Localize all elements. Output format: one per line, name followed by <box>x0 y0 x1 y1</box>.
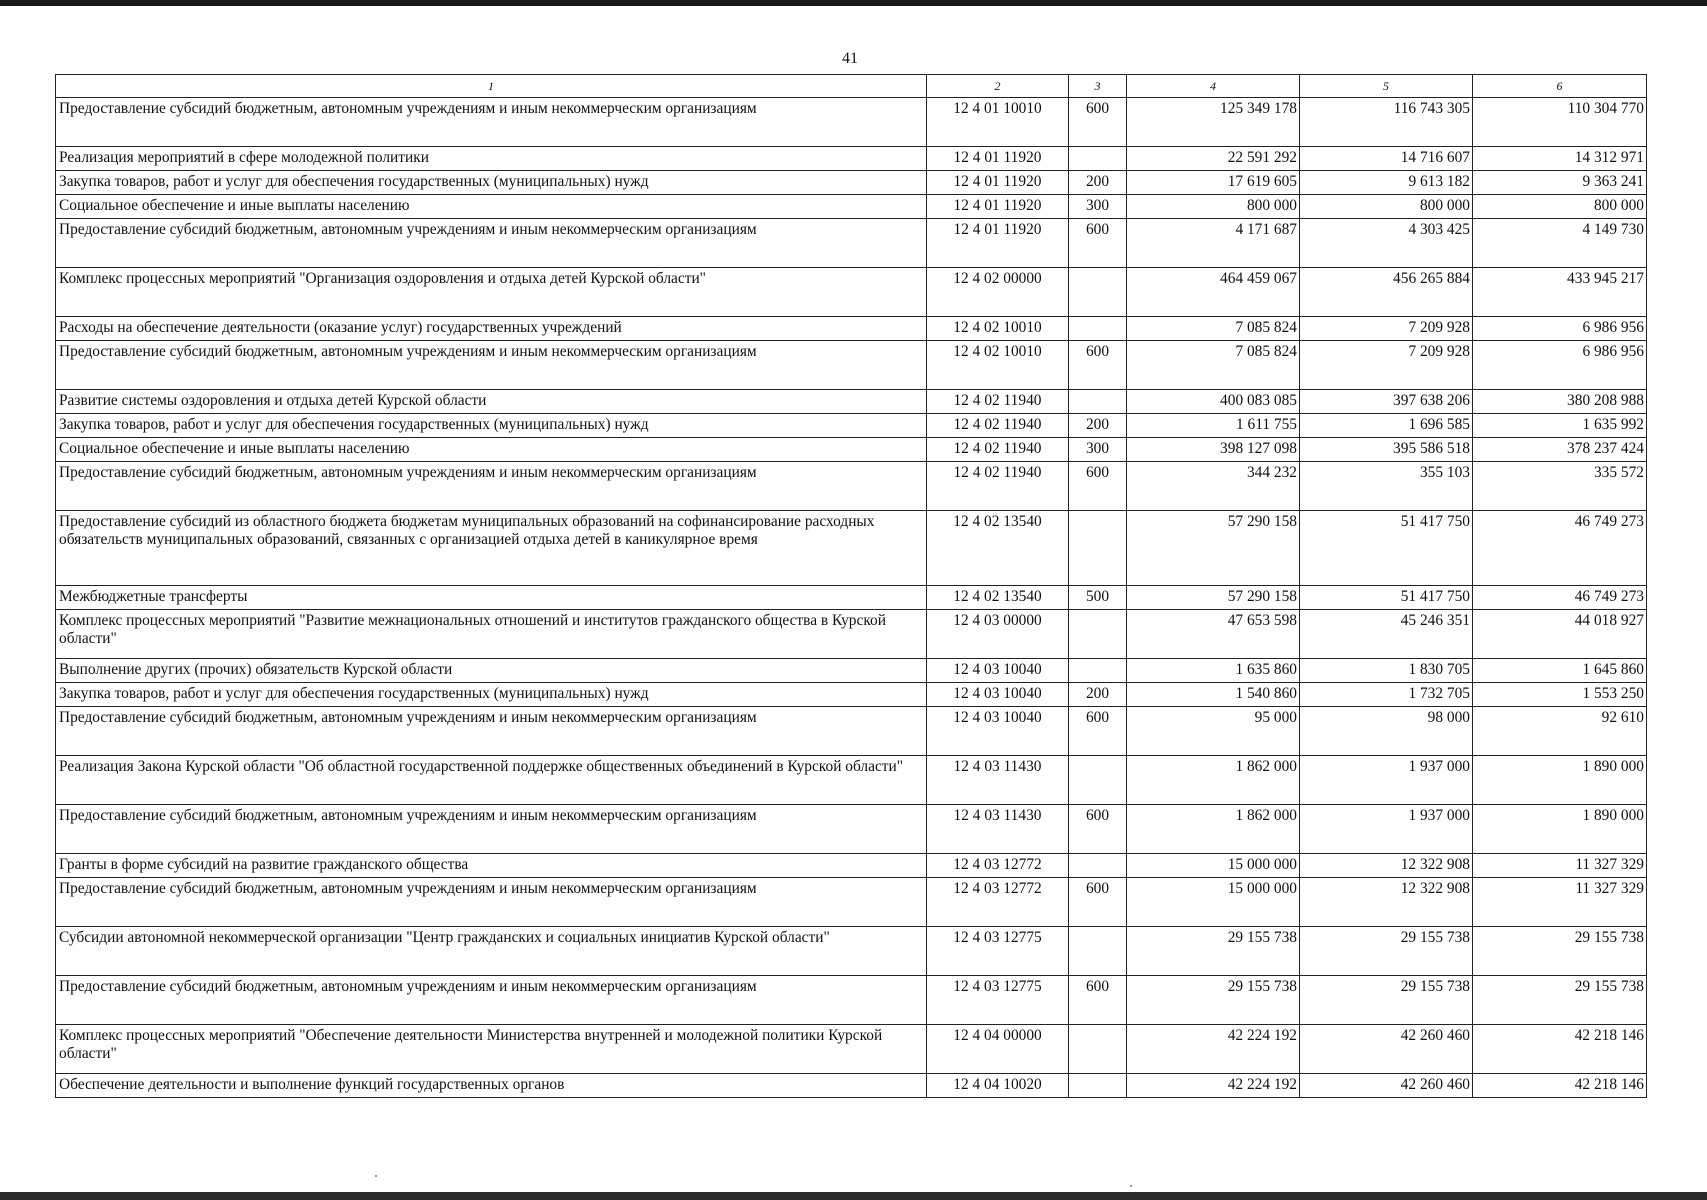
table-row <box>56 610 1647 659</box>
cell-expense-type <box>1069 317 1127 341</box>
cell-code: 12 4 03 12772 <box>927 854 1069 878</box>
scan-edge-bottom <box>0 1192 1707 1200</box>
cell-name: Межбюджетные трансферты <box>56 586 927 610</box>
cell-code: 12 4 02 13540 <box>927 586 1069 610</box>
cell-expense-type <box>1069 511 1127 586</box>
cell-amount-3: 46 749 273 <box>1473 586 1647 610</box>
cell-amount-2: 12 322 908 <box>1300 878 1473 927</box>
cell-amount-2: 42 260 460 <box>1300 1074 1473 1098</box>
table-row <box>56 586 1647 610</box>
cell-name: Закупка товаров, работ и услуг для обеспечения государственных (муниципальных) нужд <box>56 171 927 195</box>
cell-code: 12 4 04 00000 <box>927 1025 1069 1074</box>
table-row <box>56 390 1647 414</box>
cell-code: 12 4 01 11920 <box>927 195 1069 219</box>
cell-amount-1: 22 591 292 <box>1127 147 1300 171</box>
cell-amount-2: 1 937 000 <box>1300 756 1473 805</box>
cell-name: Реализация мероприятий в сфере молодежной политики <box>56 147 927 171</box>
cell-expense-type: 500 <box>1069 586 1127 610</box>
cell-name: Комплекс процессных мероприятий "Развитие межнациональных отношений и институтов гражданского общества в Курской области" <box>56 610 927 659</box>
cell-expense-type <box>1069 1025 1127 1074</box>
cell-amount-3: 6 986 956 <box>1473 341 1647 390</box>
cell-name: Предоставление субсидий бюджетным, автономным учреждениям и иным некоммерческим организациям <box>56 462 927 511</box>
cell-expense-type: 600 <box>1069 462 1127 511</box>
cell-name: Расходы на обеспечение деятельности (оказание услуг) государственных учреждений <box>56 317 927 341</box>
cell-code: 12 4 03 11430 <box>927 805 1069 854</box>
table-row <box>56 98 1647 147</box>
cell-amount-2: 42 260 460 <box>1300 1025 1473 1074</box>
cell-amount-1: 29 155 738 <box>1127 927 1300 976</box>
cell-code: 12 4 02 10010 <box>927 317 1069 341</box>
cell-code: 12 4 02 00000 <box>927 268 1069 317</box>
cell-amount-3: 11 327 329 <box>1473 854 1647 878</box>
cell-expense-type: 600 <box>1069 707 1127 756</box>
cell-amount-2: 395 586 518 <box>1300 438 1473 462</box>
table-row <box>56 927 1647 976</box>
cell-name: Обеспечение деятельности и выполнение функций государственных органов <box>56 1074 927 1098</box>
cell-expense-type: 200 <box>1069 171 1127 195</box>
cell-code: 12 4 04 10020 <box>927 1074 1069 1098</box>
scan-speck <box>1130 1185 1132 1187</box>
cell-amount-1: 95 000 <box>1127 707 1300 756</box>
cell-amount-3: 110 304 770 <box>1473 98 1647 147</box>
cell-amount-3: 1 553 250 <box>1473 683 1647 707</box>
cell-expense-type <box>1069 147 1127 171</box>
cell-amount-3: 380 208 988 <box>1473 390 1647 414</box>
cell-amount-2: 51 417 750 <box>1300 586 1473 610</box>
cell-amount-1: 1 540 860 <box>1127 683 1300 707</box>
cell-code: 12 4 02 11940 <box>927 390 1069 414</box>
cell-name: Закупка товаров, работ и услуг для обеспечения государственных (муниципальных) нужд <box>56 414 927 438</box>
cell-amount-3: 42 218 146 <box>1473 1074 1647 1098</box>
cell-code: 12 4 02 11940 <box>927 414 1069 438</box>
cell-amount-2: 7 209 928 <box>1300 341 1473 390</box>
table-row <box>56 147 1647 171</box>
table-row <box>56 438 1647 462</box>
table-body <box>56 98 1647 1098</box>
cell-expense-type: 600 <box>1069 976 1127 1025</box>
table-row <box>56 414 1647 438</box>
cell-amount-3: 1 635 992 <box>1473 414 1647 438</box>
table-row <box>56 462 1647 511</box>
table-row <box>56 854 1647 878</box>
cell-amount-2: 1 696 585 <box>1300 414 1473 438</box>
cell-amount-2: 45 246 351 <box>1300 610 1473 659</box>
cell-amount-1: 1 862 000 <box>1127 756 1300 805</box>
cell-expense-type <box>1069 1074 1127 1098</box>
column-header-expense-type: 3 <box>1069 75 1127 98</box>
cell-expense-type: 600 <box>1069 98 1127 147</box>
cell-code: 12 4 03 10040 <box>927 659 1069 683</box>
cell-name: Субсидии автономной некоммерческой организации "Центр гражданских и социальных инициатив Курской области" <box>56 927 927 976</box>
cell-expense-type: 200 <box>1069 683 1127 707</box>
cell-name: Предоставление субсидий бюджетным, автономным учреждениям и иным некоммерческим организациям <box>56 707 927 756</box>
cell-amount-3: 29 155 738 <box>1473 976 1647 1025</box>
cell-expense-type <box>1069 390 1127 414</box>
cell-amount-3: 42 218 146 <box>1473 1025 1647 1074</box>
table-row <box>56 317 1647 341</box>
cell-amount-2: 355 103 <box>1300 462 1473 511</box>
cell-amount-1: 42 224 192 <box>1127 1025 1300 1074</box>
cell-code: 12 4 03 12775 <box>927 976 1069 1025</box>
cell-amount-3: 46 749 273 <box>1473 511 1647 586</box>
cell-amount-3: 9 363 241 <box>1473 171 1647 195</box>
column-header-name: 1 <box>56 75 927 98</box>
table-row <box>56 511 1647 586</box>
cell-name: Выполнение других (прочих) обязательств Курской области <box>56 659 927 683</box>
cell-amount-3: 1 890 000 <box>1473 756 1647 805</box>
budget-table <box>55 74 1647 1098</box>
cell-expense-type: 600 <box>1069 219 1127 268</box>
cell-amount-2: 7 209 928 <box>1300 317 1473 341</box>
cell-amount-3: 800 000 <box>1473 195 1647 219</box>
cell-name: Закупка товаров, работ и услуг для обеспечения государственных (муниципальных) нужд <box>56 683 927 707</box>
table-row <box>56 1025 1647 1074</box>
cell-code: 12 4 01 11920 <box>927 171 1069 195</box>
cell-amount-2: 29 155 738 <box>1300 976 1473 1025</box>
cell-name: Социальное обеспечение и иные выплаты населению <box>56 195 927 219</box>
cell-amount-2: 98 000 <box>1300 707 1473 756</box>
cell-amount-1: 344 232 <box>1127 462 1300 511</box>
cell-amount-2: 1 830 705 <box>1300 659 1473 683</box>
cell-amount-1: 47 653 598 <box>1127 610 1300 659</box>
table-row <box>56 707 1647 756</box>
cell-code: 12 4 01 10010 <box>927 98 1069 147</box>
cell-amount-2: 12 322 908 <box>1300 854 1473 878</box>
cell-amount-1: 125 349 178 <box>1127 98 1300 147</box>
cell-amount-3: 1 645 860 <box>1473 659 1647 683</box>
table-row <box>56 219 1647 268</box>
cell-code: 12 4 02 10010 <box>927 341 1069 390</box>
cell-name: Предоставление субсидий бюджетным, автономным учреждениям и иным некоммерческим организациям <box>56 976 927 1025</box>
cell-amount-3: 29 155 738 <box>1473 927 1647 976</box>
cell-amount-3: 1 890 000 <box>1473 805 1647 854</box>
cell-amount-1: 1 862 000 <box>1127 805 1300 854</box>
cell-amount-3: 44 018 927 <box>1473 610 1647 659</box>
table-row <box>56 878 1647 927</box>
cell-amount-1: 57 290 158 <box>1127 511 1300 586</box>
cell-amount-1: 57 290 158 <box>1127 586 1300 610</box>
cell-amount-3: 6 986 956 <box>1473 317 1647 341</box>
cell-name: Комплекс процессных мероприятий "Организация оздоровления и отдыха детей Курской области" <box>56 268 927 317</box>
cell-amount-1: 7 085 824 <box>1127 317 1300 341</box>
cell-code: 12 4 03 12775 <box>927 927 1069 976</box>
cell-amount-2: 800 000 <box>1300 195 1473 219</box>
table-row <box>56 268 1647 317</box>
cell-name: Комплекс процессных мероприятий "Обеспечение деятельности Министерства внутренней и молодежной политики Курской области" <box>56 1025 927 1074</box>
cell-amount-3: 378 237 424 <box>1473 438 1647 462</box>
cell-code: 12 4 03 10040 <box>927 683 1069 707</box>
cell-expense-type <box>1069 854 1127 878</box>
cell-amount-2: 456 265 884 <box>1300 268 1473 317</box>
cell-expense-type: 600 <box>1069 878 1127 927</box>
column-header-amount-3: 6 <box>1473 75 1647 98</box>
cell-expense-type <box>1069 659 1127 683</box>
cell-amount-1: 800 000 <box>1127 195 1300 219</box>
cell-name: Предоставление субсидий бюджетным, автономным учреждениям и иным некоммерческим организациям <box>56 98 927 147</box>
cell-amount-1: 7 085 824 <box>1127 341 1300 390</box>
cell-expense-type <box>1069 268 1127 317</box>
cell-name: Предоставление субсидий бюджетным, автономным учреждениям и иным некоммерческим организациям <box>56 219 927 268</box>
cell-amount-2: 29 155 738 <box>1300 927 1473 976</box>
scan-speck <box>375 1175 377 1177</box>
cell-name: Реализация Закона Курской области "Об областной государственной поддержке общественных объединений в Курской области" <box>56 756 927 805</box>
cell-name: Предоставление субсидий бюджетным, автономным учреждениям и иным некоммерческим организациям <box>56 341 927 390</box>
cell-amount-1: 4 171 687 <box>1127 219 1300 268</box>
table-row <box>56 659 1647 683</box>
cell-name: Гранты в форме субсидий на развитие гражданского общества <box>56 854 927 878</box>
cell-amount-2: 4 303 425 <box>1300 219 1473 268</box>
cell-code: 12 4 01 11920 <box>927 219 1069 268</box>
cell-amount-2: 51 417 750 <box>1300 511 1473 586</box>
cell-name: Предоставление субсидий бюджетным, автономным учреждениям и иным некоммерческим организациям <box>56 805 927 854</box>
cell-amount-2: 9 613 182 <box>1300 171 1473 195</box>
cell-name: Предоставление субсидий бюджетным, автономным учреждениям и иным некоммерческим организациям <box>56 878 927 927</box>
column-header-amount-2: 5 <box>1300 75 1473 98</box>
table-row <box>56 195 1647 219</box>
cell-expense-type <box>1069 927 1127 976</box>
cell-expense-type: 300 <box>1069 438 1127 462</box>
table-row <box>56 341 1647 390</box>
table-row <box>56 756 1647 805</box>
cell-amount-2: 116 743 305 <box>1300 98 1473 147</box>
cell-amount-2: 397 638 206 <box>1300 390 1473 414</box>
cell-code: 12 4 02 11940 <box>927 462 1069 511</box>
cell-amount-1: 464 459 067 <box>1127 268 1300 317</box>
cell-code: 12 4 02 13540 <box>927 511 1069 586</box>
cell-amount-3: 14 312 971 <box>1473 147 1647 171</box>
cell-expense-type: 300 <box>1069 195 1127 219</box>
table-header-row <box>56 75 1647 98</box>
table-row <box>56 1074 1647 1098</box>
table-row <box>56 683 1647 707</box>
table-row <box>56 805 1647 854</box>
cell-code: 12 4 03 10040 <box>927 707 1069 756</box>
cell-name: Развитие системы оздоровления и отдыха детей Курской области <box>56 390 927 414</box>
cell-amount-3: 433 945 217 <box>1473 268 1647 317</box>
cell-amount-1: 400 083 085 <box>1127 390 1300 414</box>
cell-expense-type <box>1069 756 1127 805</box>
page-number: 41 <box>842 50 858 67</box>
cell-expense-type: 200 <box>1069 414 1127 438</box>
cell-expense-type <box>1069 610 1127 659</box>
cell-amount-1: 42 224 192 <box>1127 1074 1300 1098</box>
cell-amount-1: 398 127 098 <box>1127 438 1300 462</box>
cell-amount-2: 1 732 705 <box>1300 683 1473 707</box>
cell-amount-1: 1 635 860 <box>1127 659 1300 683</box>
column-header-code: 2 <box>927 75 1069 98</box>
cell-amount-2: 14 716 607 <box>1300 147 1473 171</box>
cell-amount-3: 11 327 329 <box>1473 878 1647 927</box>
column-header-amount-1: 4 <box>1127 75 1300 98</box>
cell-code: 12 4 01 11920 <box>927 147 1069 171</box>
cell-amount-1: 17 619 605 <box>1127 171 1300 195</box>
cell-amount-2: 1 937 000 <box>1300 805 1473 854</box>
cell-code: 12 4 02 11940 <box>927 438 1069 462</box>
cell-name: Предоставление субсидий из областного бюджета бюджетам муниципальных образований на софинансирование расходных обязательств муниципальных образований, связанных с организацией отдыха детей в каникулярное время <box>56 511 927 586</box>
cell-amount-1: 29 155 738 <box>1127 976 1300 1025</box>
cell-expense-type: 600 <box>1069 805 1127 854</box>
cell-amount-1: 15 000 000 <box>1127 878 1300 927</box>
cell-name: Социальное обеспечение и иные выплаты населению <box>56 438 927 462</box>
cell-code: 12 4 03 00000 <box>927 610 1069 659</box>
cell-expense-type: 600 <box>1069 341 1127 390</box>
cell-amount-1: 15 000 000 <box>1127 854 1300 878</box>
cell-code: 12 4 03 11430 <box>927 756 1069 805</box>
cell-amount-1: 1 611 755 <box>1127 414 1300 438</box>
table-row <box>56 976 1647 1025</box>
table-row <box>56 171 1647 195</box>
cell-amount-3: 92 610 <box>1473 707 1647 756</box>
cell-code: 12 4 03 12772 <box>927 878 1069 927</box>
scan-edge-top <box>0 0 1707 6</box>
cell-amount-3: 4 149 730 <box>1473 219 1647 268</box>
cell-amount-3: 335 572 <box>1473 462 1647 511</box>
